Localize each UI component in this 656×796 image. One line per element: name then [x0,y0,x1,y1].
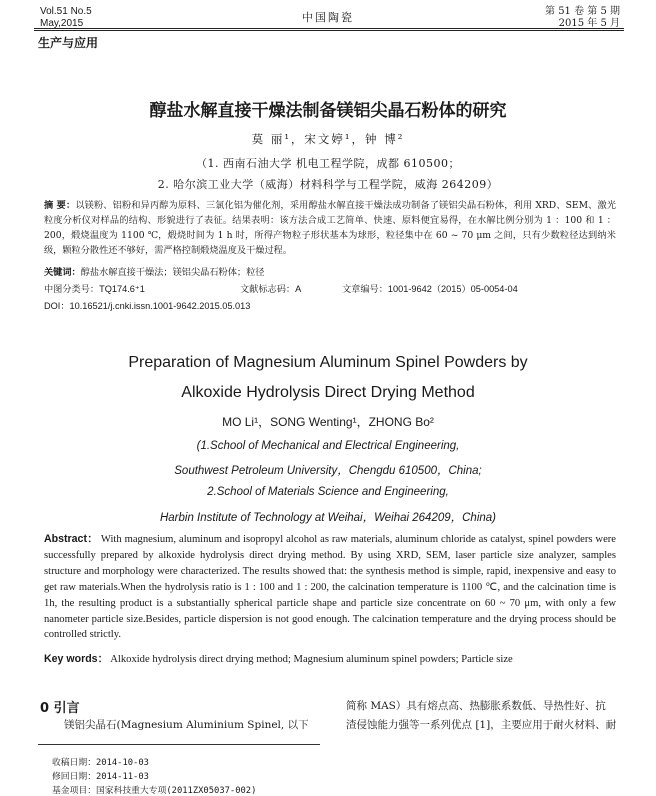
header-journal: 中国陶瓷 [302,11,354,24]
cn-keywords-label: 关键词： [44,267,81,278]
cn-affiliation-1: （1. 西南石油大学 机电工程学院，成都 610500； [196,157,460,170]
en-keywords-label: Key words： [44,653,109,665]
en-title-line-2: Alkoxide Hydrolysis Direct Drying Method [181,384,475,401]
header-volume-cn [545,6,620,30]
header-vol: Vol.51 No.5 [40,6,92,17]
cn-article-no: 文章编号：1001-9642（2015）05-0054-04 [342,284,518,294]
en-authors: MO Li¹，SONG Wenting¹，ZHONG Bo² [222,415,434,429]
cn-title: 醇盐水解直接干燥法制备镁铝尖晶石粉体的研究 [149,101,507,121]
header-date: May,2015 [40,18,84,29]
intro-right-line-1: 简称 MAS）具有熔点高、热膨胀系数低、导热性好、抗 [346,700,606,712]
cn-keywords-text: 醇盐水解直接干燥法；镁铝尖晶石粉体；粒径 [80,267,265,278]
header-date-cn: 2015 年 5 月 [558,18,620,29]
header-vol-cn: 第 51 卷 第 5 期 [545,6,620,17]
footnote-revised: 修回日期：2014-11-03 [52,772,149,782]
intro-right-line-2: 渣侵蚀能力强等一系列优点 [1]，主要应用于耐火材料、耐 [346,719,617,731]
cn-clc: 中图分类号：TQ174.6⁺1 [44,284,145,294]
en-abstract-label: Abstract： [44,533,99,545]
intro-heading: 0 引言 [40,701,80,716]
cn-affiliation-2: 2. 哈尔滨工业大学（威海）材料科学与工程学院，威海 264209） [157,178,499,191]
en-keywords [44,651,513,666]
intro-left-line-1: 镁铝尖晶石(Magnesium Aluminium Spinel, 以下 [64,719,309,731]
cn-keywords [44,264,265,278]
cn-authors: 莫 丽¹，宋文婷¹，钟 博² [251,132,405,146]
cn-doc-code: 文献标志码：A [240,284,302,294]
header-rule [34,28,624,29]
en-abstract-text: With magnesium, aluminum and isopropyl alcohol as raw materials, aluminum chloride as catalyst, spinel powders were successfully prepared by alkoxide hydrolysis direct drying method. By using XRD, SEM, laser particle size analyzer, samples structure and morphology were characterized. The results showed that: the synthesis method is simple, rapid, inexpensive and easy to get raw materials.When the hydrolysis ratio is 1 : 100 and 1 : 200, the calcination temperature is 1100 ℃, and the calcination time is 1h, the resulting product is a substantially spherical particle shape and particle size concentrate on 60 ~ 70 μm, with only a few nanometer particle size.Besides, particle dispersion is not good enough. The calcination temperature and the drying process should be controlled strictly. [44,534,616,641]
en-affiliation-4: Harbin Institute of Technology at Weihai，Weihai 264209，China) [159,512,497,524]
footnote-rule [38,744,320,745]
en-keywords-text: Alkoxide hydrolysis direct drying method; Magnesium aluminum spinel powders; Particle size [110,654,513,665]
en-affiliation-3: 2.School of Materials Science and Engineering, [207,486,449,498]
cn-abstract-text: 以镁粉、铝粉和异丙醇为原料、三氯化铝为催化剂，采用醇盐水解直接干燥法成功制备了镁铝尖晶石粉体，利用 XRD、SEM、激光粒度分析仪对样品的结构、形貌进行了表征。结果表明：该方法合成工艺简单、快速、原料便宜易得，在水解比例分别为 1 ：100 和 1 ：200，煅烧温度为 1100 ℃，煅烧时间为 1 h 时，所得产物粒子形状基本为球形，粒径集中在 60 ~ 70 μm 之间，只有少数粒径达到纳米级，颗粒分散性还不够好，需严格控制煅烧温度及干燥过程。 [44,200,617,256]
section-tag: 生产与应用 [38,36,99,50]
cn-abstract-label: 摘 要： [44,200,76,211]
en-title-line-1: Preparation of Magnesium Aluminum Spinel Powders by [128,354,528,371]
en-affiliation-2: Southwest Petroleum University，Chengdu 610500，China; [174,465,482,477]
en-abstract [44,532,616,643]
footnote-fund: 基金项目：国家科技重大专项(2011ZX05037-002) [52,786,257,796]
footnote-received: 收稿日期：2014-10-03 [52,758,149,768]
header-rule-thin [34,30,624,31]
en-affiliation-1: (1.School of Mechanical and Electrical Engineering, [196,440,460,452]
cn-doi: DOI：10.16521/j.cnki.issn.1001-9642.2015.05.013 [44,301,251,311]
cn-abstract [44,198,616,258]
